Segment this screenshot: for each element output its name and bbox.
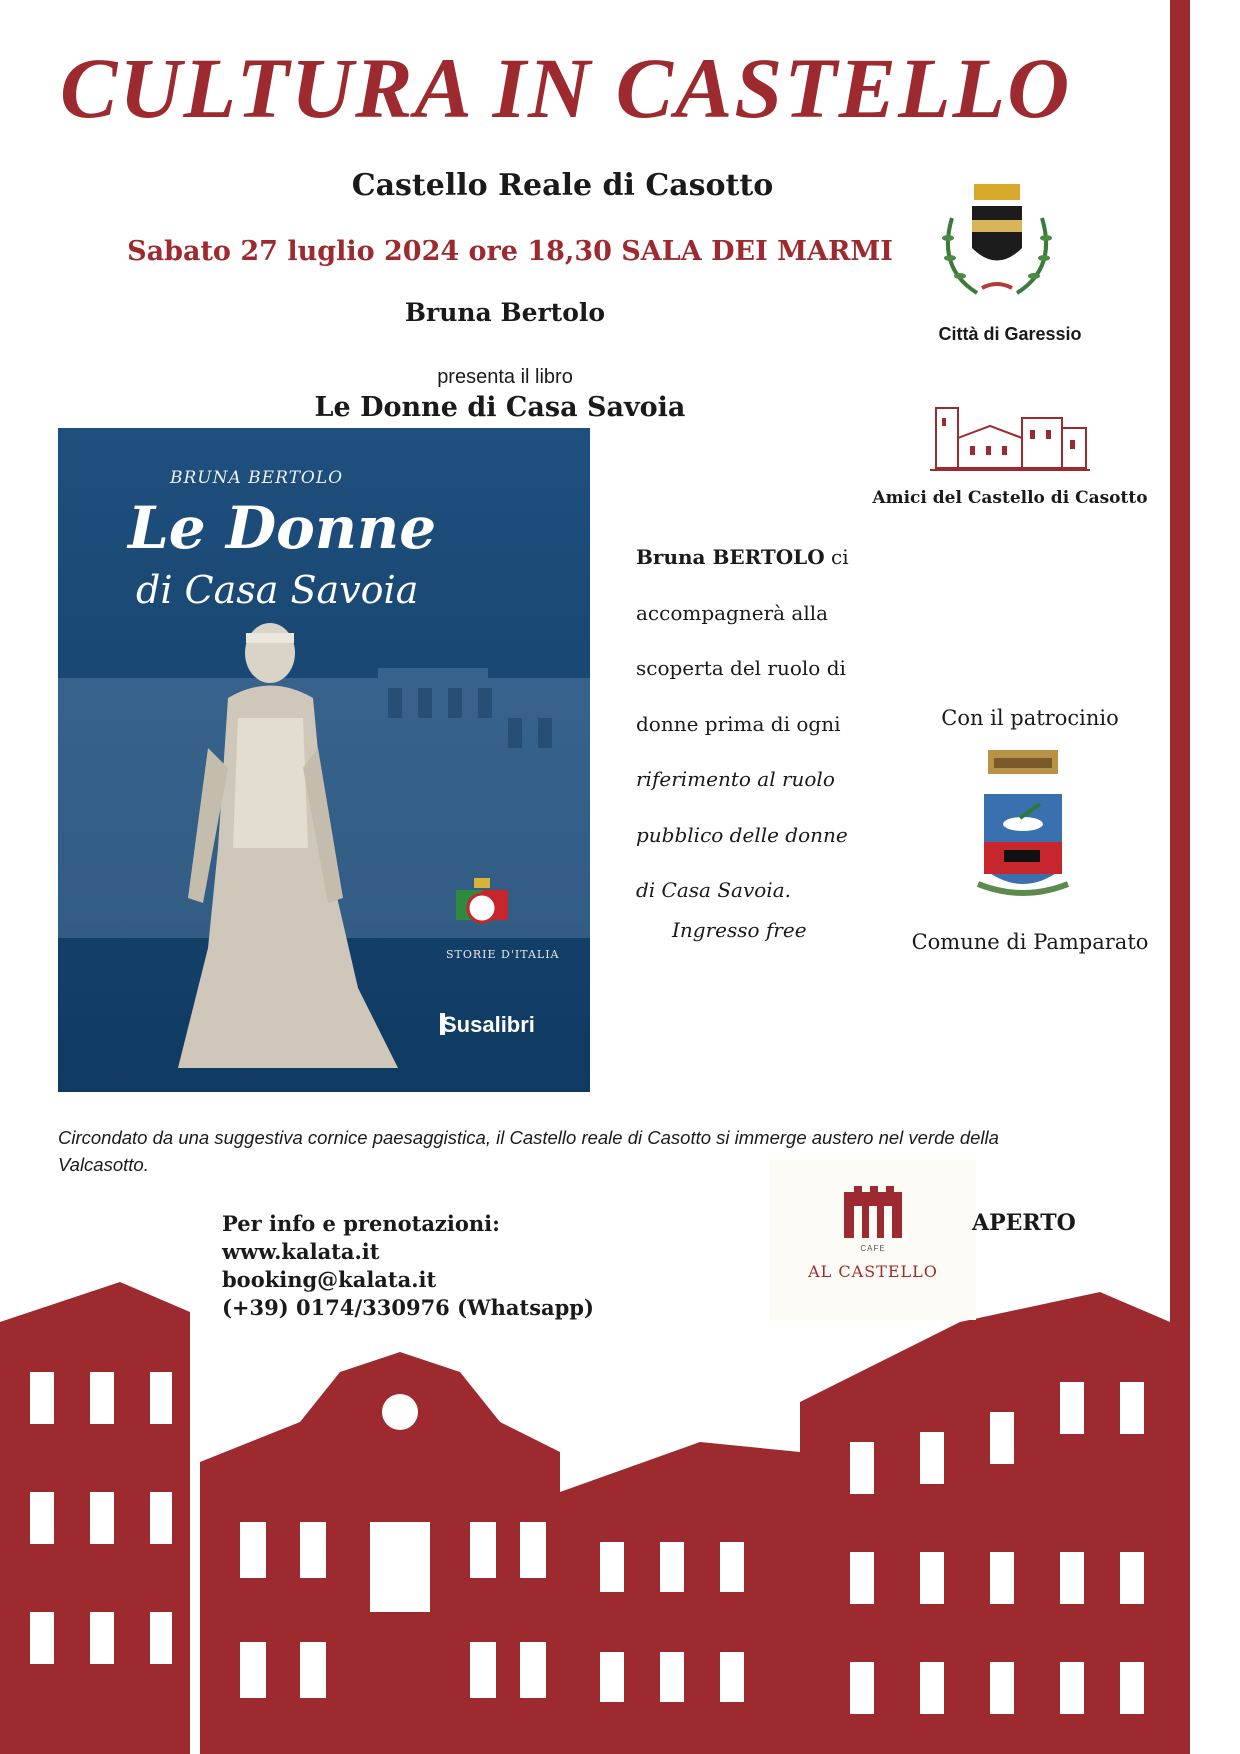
presents-label: presenta il libro (437, 366, 573, 388)
description-author: Bruna BERTOLO (636, 545, 825, 569)
castle-tower-icon (840, 1182, 906, 1240)
description-line6: pubblico delle donne (636, 822, 848, 847)
cover-title-line2: di Casa Savoia (136, 568, 419, 612)
book-cover (58, 428, 590, 1092)
info-block (222, 1210, 594, 1322)
right-border-bar (1170, 0, 1190, 1754)
description-line1: ci (824, 545, 849, 569)
pamparato-label: Comune di Pamparato (911, 930, 1149, 954)
description-line4: donne prima di ogni (636, 711, 841, 736)
cover-title-line1: Le Donne (128, 494, 437, 562)
book-title: Le Donne di Casa Savoia (314, 392, 686, 423)
garessio-crest-icon (932, 178, 1062, 308)
amici-label: Amici del Castello di Casotto (872, 488, 1148, 508)
author-name: Bruna Bertolo (404, 298, 606, 327)
info-website[interactable]: www.kalata.it (222, 1239, 380, 1264)
description-line7: di Casa Savoia. (636, 878, 791, 902)
cover-publisher: Susalibri (442, 1012, 535, 1037)
description-line2: accompagnerà alla (636, 600, 829, 625)
cafe-small-label: CAFE (860, 1244, 886, 1253)
description-line5: riferimento al ruolo (636, 767, 835, 791)
info-phone[interactable]: (+39) 0174/330976 (Whatsapp) (222, 1295, 594, 1320)
pamparato-crest-icon (968, 744, 1078, 909)
castle-caption: Circondato da una suggestiva cornice paesaggistica, il Castello reale di Casotto si immerge austero nel verde della Valcasotto. (58, 1127, 999, 1175)
cover-series: STORIE D'ITALIA (446, 948, 560, 961)
venue-name: Castello Reale di Casotto (351, 168, 774, 203)
poster-title: CULTURA IN CASTELLO (60, 40, 1072, 136)
castle-illustration (0, 1262, 1170, 1754)
event-date: Sabato 27 luglio 2024 ore 18,30 SALA DEI MARMI (127, 236, 893, 267)
book-description (636, 530, 866, 919)
entry-info: Ingresso free (672, 918, 807, 942)
description-line3: scoperta del ruolo di (636, 656, 846, 680)
garessio-label: Città di Garessio (938, 324, 1082, 344)
cafe-name: AL CASTELLO (808, 1262, 938, 1281)
info-email[interactable]: booking@kalata.it (222, 1267, 437, 1292)
cafe-logo (770, 1160, 976, 1320)
cover-author: BRUNA BERTOLO (170, 468, 344, 488)
patronage-label: Con il patrocinio (941, 706, 1119, 730)
castle-sketch-icon (930, 398, 1090, 476)
info-heading: Per info e prenotazioni: (222, 1211, 500, 1236)
cafe-status: APERTO (972, 1210, 1076, 1236)
